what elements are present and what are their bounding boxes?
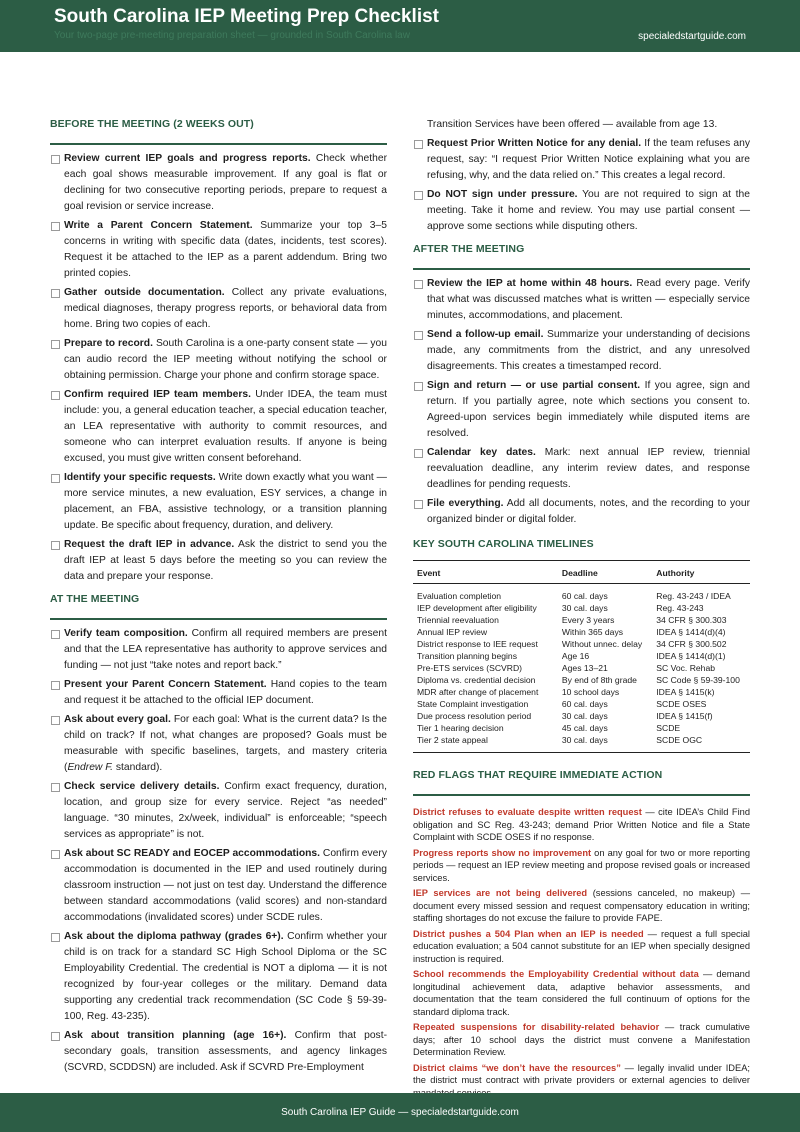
timelines-cell: 34 CFR § 300.303 xyxy=(656,615,727,625)
checklist-item xyxy=(413,496,750,528)
checklist-item-body: Confirm all required members are present and that the LEA representative has authority to approve services and funding — not just “take notes and report back.” xyxy=(64,628,387,671)
checklist-item-body: Read every page. Verify that what was discussed matches what is written — especially service minutes, accommodations, and placement. xyxy=(427,278,750,321)
checklist-item-title: File everything. xyxy=(427,498,504,509)
checklist-item xyxy=(413,276,750,324)
red-flag-item xyxy=(413,1021,750,1059)
red-flag-item xyxy=(413,968,750,1018)
timelines-header-row xyxy=(413,561,750,584)
checklist-item xyxy=(50,712,387,776)
checklist-item xyxy=(50,846,387,926)
timelines-cell: 45 cal. days xyxy=(561,723,608,733)
checkbox[interactable] xyxy=(51,541,60,550)
red-flag-body: on any goal for two or more reporting periods — request an IEP review meeting and propose revised goals or increased services. xyxy=(413,847,751,883)
timelines-cell: Triennial reevaluation xyxy=(417,615,499,625)
checklist-item xyxy=(50,626,387,674)
red-flag-body: — track cumulative days; after 10 school days the district must convene a Manifestation Determination Review. xyxy=(413,1022,750,1057)
timelines-row xyxy=(413,638,750,650)
checklist-item-title: Ask about transition planning (age 16+). xyxy=(64,1030,287,1041)
timelines-cell: State Complaint investigation xyxy=(417,699,529,709)
checkbox[interactable] xyxy=(51,474,60,483)
timelines-row xyxy=(413,734,750,753)
checklist-item-body: If you agree, sign and return. If you partially agree, note which sections you consent to. Agreed-upon services begin immediately while disputed items are resolved. xyxy=(427,380,750,439)
timelines-cell: District response to IEE request xyxy=(417,639,538,649)
timelines-cell: 30 cal. days xyxy=(558,734,652,753)
checklist-item-body: Collect any private evaluations, medical diagnoses, therapy progress reports, or behavioral data from home. Bring two copies of each. xyxy=(64,287,387,330)
timelines-cell: 34 CFR § 300.502 xyxy=(656,639,727,649)
checklist-item xyxy=(50,677,387,709)
timelines-cell: Without unnec. delay xyxy=(561,639,643,649)
section-heading-at: AT THE MEETING xyxy=(50,593,387,620)
red-flags-list xyxy=(413,806,750,1099)
timelines-table xyxy=(413,560,750,753)
checklist-item-title: Send a follow-up email. xyxy=(427,329,544,340)
at-checklist-continued xyxy=(413,136,750,235)
right-column xyxy=(413,118,750,1102)
timelines-cell: Evaluation completion xyxy=(417,591,502,601)
checkbox[interactable] xyxy=(51,155,60,164)
checkbox[interactable] xyxy=(51,716,60,725)
checklist-item xyxy=(50,779,387,843)
checklist-item xyxy=(50,336,387,384)
red-flag-title: School recommends the Employability Credential without data xyxy=(413,969,699,979)
checkbox[interactable] xyxy=(414,449,423,458)
red-flag-title: District refuses to evaluate despite written request xyxy=(413,807,642,817)
before-checklist xyxy=(50,151,387,585)
checklist-item-title: Present your Parent Concern Statement. xyxy=(64,679,267,690)
timelines-cell: Within 365 days xyxy=(561,627,624,637)
checklist-item-body: If the team refuses any request, say: “I request Prior Written Notice explaining what you are refusing, why, and the data relied on.” This creates a legal record. xyxy=(427,138,750,181)
red-flag-body: — legally invalid under IDEA; the district must contract with private providers or external agencies to deliver xyxy=(413,1062,751,1085)
checkbox[interactable] xyxy=(51,289,60,298)
red-flag-body: — cite IDEA’s Child Find obligation and SC Reg. 43-243; demand Prior Written Notice and file a State Complaint with SCDE OSES if no response. xyxy=(413,807,750,842)
checklist-item-body: Confirm that post-secondary goals, transition assessments, and agency linkages (SCVRD, SCDDSN) are included. Ask if SCVRD Pre-Employment xyxy=(64,1030,387,1073)
section-heading-before: BEFORE THE MEETING (2 WEEKS OUT) xyxy=(50,118,387,145)
checklist-item-title: Review the IEP at home within 48 hours. xyxy=(427,278,633,289)
timelines-cell: Tier 2 state appeal xyxy=(413,734,558,753)
checkbox[interactable] xyxy=(414,382,423,391)
column-header: Deadline xyxy=(558,561,652,584)
left-column xyxy=(50,118,387,1079)
checkbox[interactable] xyxy=(51,681,60,690)
timelines-cell: Due process resolution period xyxy=(417,711,532,721)
checkbox[interactable] xyxy=(414,140,423,149)
checkbox[interactable] xyxy=(51,850,60,859)
timelines-row xyxy=(413,674,750,686)
checklist-item-title: Ask about every goal. xyxy=(64,714,171,725)
timelines-row xyxy=(413,626,750,638)
checklist-item-title: Ask about SC READY and EOCEP accommodations. xyxy=(64,848,321,859)
timelines-cell: SC Code § 59-39-100 xyxy=(656,675,740,685)
timelines-cell: Reg. 43-243 xyxy=(656,603,704,613)
timelines-row xyxy=(413,722,750,734)
red-flag-title: District pushes a 504 Plan when an IEP is needed xyxy=(413,928,644,939)
timelines-cell: IEP development after eligibility xyxy=(417,603,537,613)
checklist-item-body-end: standard). xyxy=(113,762,163,773)
checklist-item xyxy=(50,151,387,215)
timelines-row xyxy=(413,698,750,710)
checklist-item xyxy=(413,187,750,235)
checkbox[interactable] xyxy=(414,331,423,340)
timelines-cell: IDEA § 1415(k) xyxy=(656,687,715,697)
timelines-row xyxy=(413,662,750,674)
checklist-item-title: Gather outside documentation. xyxy=(64,287,225,298)
checklist-item xyxy=(50,470,387,534)
checklist-item-body: Check whether each goal shows measurable improvement. If any goal is flat or declining for two consecutive reporting periods, prepare to request a goal revision or service increase. xyxy=(64,153,387,212)
red-flag-title: IEP services are not being delivered xyxy=(413,888,588,898)
timelines-cell: Age 16 xyxy=(561,651,590,661)
timelines-cell: Tier 1 hearing decision xyxy=(417,723,504,733)
checklist-item xyxy=(413,327,750,375)
timelines-cell: 60 cal. days xyxy=(561,699,608,709)
page-subtitle: Your two-page pre-meeting preparation sheet — grounded in South Carolina law xyxy=(54,30,410,41)
at-checklist xyxy=(50,626,387,1076)
checkbox[interactable] xyxy=(414,500,423,509)
checklist-item-title: Verify team composition. xyxy=(64,628,188,639)
timelines-cell: SCDE OSES xyxy=(656,699,707,709)
checklist-item-body: Under IDEA, the team must include: you, a general education teacher, a special education teacher, an LEA representative with authority to commit resources, and someone who can interpret evaluation results. If anyone is being excused, you must give written consent beforehand. xyxy=(64,389,387,464)
checklist-item-title: Do NOT sign under pressure. xyxy=(427,189,578,200)
red-flag-title: Progress reports show no improvement xyxy=(413,847,592,858)
checklist-item-body: South Carolina is a one-party consent state — you can audio record the IEP meeting without notifying the school or obtaining permission. Charge your phone and confirm storage space. xyxy=(64,338,387,381)
after-checklist xyxy=(413,276,750,528)
timelines-cell: 30 cal. days xyxy=(561,711,608,721)
checklist-item-title: Confirm required IEP team members. xyxy=(64,389,251,400)
column-header: Event xyxy=(413,561,558,584)
timelines-cell: 60 cal. days xyxy=(561,591,608,601)
checklist-item-title: Request the draft IEP in advance. xyxy=(64,539,235,550)
checklist-item-body: Mark: next annual IEP review, triennial reevaluation deadline, any interim review dates, and response deadlines for pending requests. xyxy=(427,447,750,490)
timelines-cell: Diploma vs. credential decision xyxy=(417,675,536,685)
checkbox[interactable] xyxy=(414,280,423,289)
checklist-item-body: Hand copies to the team and request it be attached to the official IEP document. xyxy=(64,679,387,706)
timelines-row xyxy=(413,650,750,662)
timelines-row xyxy=(413,584,750,603)
continued-text: Transition Services have been offered — available from age 13. xyxy=(427,119,718,130)
timelines-cell: Every 3 years xyxy=(561,615,615,625)
timelines-cell: 10 school days xyxy=(561,687,620,697)
timelines-row xyxy=(413,614,750,626)
page-title: South Carolina IEP Meeting Prep Checklist xyxy=(54,6,440,27)
timelines-row xyxy=(413,602,750,614)
checklist-item xyxy=(413,136,750,184)
checklist-item xyxy=(413,445,750,493)
checklist-item-italic: Endrew F. xyxy=(67,762,114,773)
checklist-item-body: Ask the district to send you the draft IEP at least 5 days before the meeting so you can review the data and prepare your response. xyxy=(64,539,387,582)
checklist-item xyxy=(50,537,387,585)
checklist-item-title: Review current IEP goals and progress reports. xyxy=(64,153,311,164)
checkbox[interactable] xyxy=(51,222,60,231)
checkbox[interactable] xyxy=(51,1032,60,1041)
checklist-item xyxy=(50,929,387,1025)
checklist-item xyxy=(50,387,387,467)
section-heading-red-flags: RED FLAGS THAT REQUIRE IMMEDIATE ACTION xyxy=(413,769,750,796)
timelines-cell: IDEA § 1414(d)(4) xyxy=(656,627,726,637)
checklist-item-body: Summarize your top 3–5 concerns in writing with specific data (dates, incidents, test scores). Request it be attached to the IEP as a parent addendum. Bring two printed copies. xyxy=(64,220,387,279)
timelines-cell: SC Voc. Rehab xyxy=(656,663,716,673)
timelines-cell: IDEA § 1414(d)(1) xyxy=(656,651,726,661)
timelines-cell: Transition planning begins xyxy=(417,651,518,661)
checklist-item-title: Check service delivery details. xyxy=(64,781,220,792)
site-link[interactable]: specialedstartguide.com xyxy=(638,31,746,42)
timelines-row xyxy=(413,686,750,698)
footer-text: South Carolina IEP Guide — specialedstartguide.com xyxy=(281,1107,519,1118)
timelines-row xyxy=(413,710,750,722)
timelines-cell: Annual IEP review xyxy=(417,627,488,637)
checklist-item-body: For each goal: What is the current data? Is the child on track? If not, what changes are proposed? Goals must be measurable with specific baselines, targets, and mastery criteria ( xyxy=(64,714,387,773)
page-header xyxy=(0,0,800,52)
timelines-cell: SCDE OGC xyxy=(652,734,750,753)
checklist-item-body: Write down exactly what you want — more service minutes, a new evaluation, ESY services, a change in placement, an FBA, assistive technology, or a transition planning update. Be specific about frequency, duration, and delivery. xyxy=(64,472,387,531)
checklist-item-body: Confirm every accommodation is documented in the IEP and used routinely during classroom instruction — not just on test day. Understand the difference between standard accommodations (valid scores) and non-standard accommodations (invalidated scores) under SCDE rules. xyxy=(64,848,387,923)
red-flag-body: (sessions canceled, no makeup) — document every missed session and request compensatory education in writing; staffing shortages do not excuse the failure to provide FAPE. xyxy=(413,888,750,923)
red-flag-item xyxy=(413,806,750,844)
section-heading-after: AFTER THE MEETING xyxy=(413,243,750,270)
checkbox[interactable] xyxy=(51,630,60,639)
checklist-item xyxy=(50,285,387,333)
checklist-item-title: Request Prior Written Notice for any denial. xyxy=(427,138,642,149)
checklist-item xyxy=(50,218,387,282)
checklist-item-title: Calendar key dates. xyxy=(427,447,536,458)
checklist-item-title: Identify your specific requests. xyxy=(64,472,216,483)
checklist-item-body: Confirm exact frequency, duration, location, and group size for every service. Reject “as needed” language. “30 minutes, 2x/week, individual” is enforceable; “speech services as appropriate” is not. xyxy=(64,781,387,840)
timelines-cell: Reg. 43-243 / IDEA xyxy=(656,591,731,601)
section-heading-timelines: KEY SOUTH CAROLINA TIMELINES xyxy=(413,538,594,550)
checklist-item-body: You are not required to sign at the meeting. Take it home and review. You may use partial consent — approve some sections while disputing others. xyxy=(427,189,750,232)
timelines-cell: 30 cal. days xyxy=(561,603,608,613)
checkbox[interactable] xyxy=(51,933,60,942)
red-flag-item xyxy=(413,887,750,925)
red-flag-body: — demand longitudinal achievement data, adaptive behavior assessments, and documentation that the team considered the full continuum of options for the standard diploma track. xyxy=(413,969,750,1017)
timelines-cell: By end of 8th grade xyxy=(561,675,637,685)
timelines-cell: IDEA § 1415(f) xyxy=(656,711,713,721)
red-flag-item xyxy=(413,928,750,966)
checklist-item xyxy=(413,378,750,442)
checklist-item-title: Prepare to record. xyxy=(64,338,153,349)
checkbox[interactable] xyxy=(51,783,60,792)
timelines-cell: Pre-ETS services (SCVRD) xyxy=(417,663,523,673)
checklist-item-title: Write a Parent Concern Statement. xyxy=(64,220,253,231)
checklist-item-title: Sign and return — or use partial consent. xyxy=(427,380,641,391)
checklist-item-body: Summarize your understanding of decisions made, any commitments from the district, and any unresolved disagreements. This creates a timestamped record. xyxy=(427,329,750,372)
red-flag-item xyxy=(413,847,750,885)
checkbox[interactable] xyxy=(414,191,423,200)
timelines-cell: SCDE xyxy=(656,723,681,733)
checkbox[interactable] xyxy=(51,391,60,400)
checklist-item-title: Ask about the diploma pathway (grades 6+). xyxy=(64,931,284,942)
red-flag-title: Repeated suspensions for disability-related behavior xyxy=(413,1022,660,1032)
checklist-item xyxy=(50,1028,387,1076)
checklist-item-body: Confirm whether your child is on track for a standard SC High School Diploma or the SC Employability Credential. The credential is NOT a diploma — it is not recognized by four-year colleges or the military. Demand data supporting any credential track recommendation (SC Code § 59-39-100, Reg. 43-235). xyxy=(64,931,387,1022)
checkbox[interactable] xyxy=(51,340,60,349)
column-header: Authority xyxy=(652,561,750,584)
red-flag-body: — request a full special education evaluation; a 504 cannot substitute for an IEP when specially designed instruction is required. xyxy=(413,928,750,964)
red-flag-title: District claims “we don’t have the resources” xyxy=(413,1062,621,1073)
checklist-item-body: Add all documents, notes, and the recording to your organized binder or digital folder. xyxy=(427,498,750,525)
timelines-cell: MDR after change of placement xyxy=(417,687,539,697)
timelines-cell: Ages 13–21 xyxy=(561,663,608,673)
page-footer xyxy=(0,1093,800,1132)
